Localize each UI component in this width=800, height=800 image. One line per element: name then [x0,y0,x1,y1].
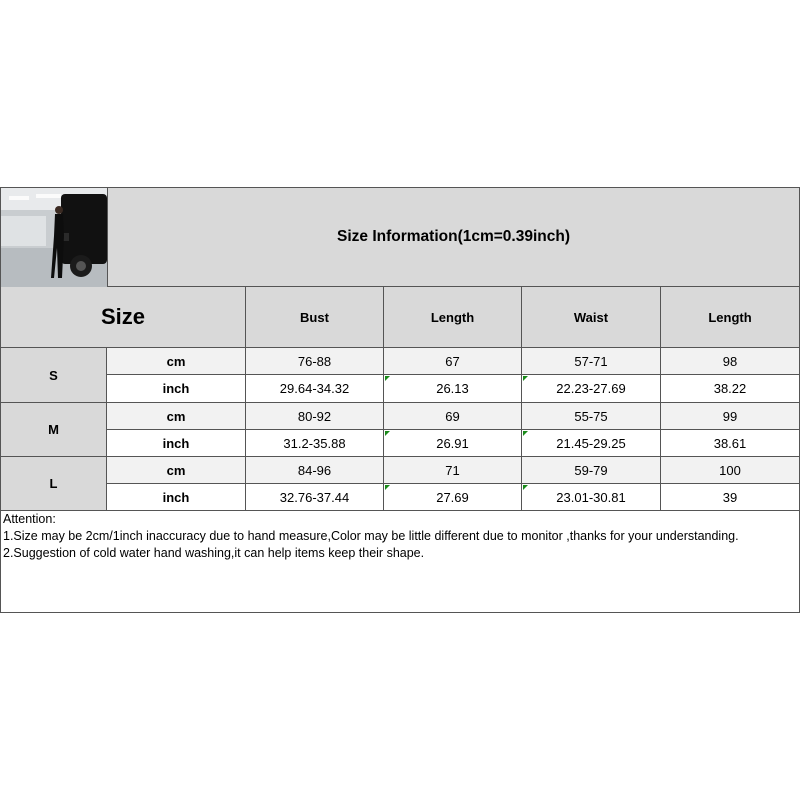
cell-value: 98 [722,353,738,369]
table-cell [522,348,661,375]
size-label-s [0,348,107,403]
cell-value: 29.64-34.32 [279,381,350,396]
table-cell [246,348,384,375]
cell-value: 26.13 [436,381,469,396]
attention-line-1: 1.Size may be 2cm/1inch inaccuracy due to hand measure,Color may be little different due to monitor ,thanks for your understanding. [3,529,739,543]
cell-value: 57-71 [574,353,608,369]
size-label-l [0,457,107,511]
table-cell [661,375,800,403]
table-cell [522,457,661,484]
cell-marker-icon [523,431,528,436]
table-cell [384,375,522,403]
cell-value: 55-75 [574,408,608,424]
table-cell [522,375,661,403]
column-header-label: Waist [573,309,609,325]
size-name: L [49,476,58,491]
table-cell [246,403,384,430]
size-header-cell [0,287,246,348]
product-photo [1,188,107,287]
cell-value: 69 [445,408,460,424]
cell-value: 38.22 [713,381,747,396]
cell-value: 21.45-29.25 [556,435,626,451]
cell-value: 76-88 [297,353,332,369]
cell-value: 67 [445,353,460,369]
table-cell [522,430,661,457]
table-cell [384,457,522,484]
column-header-length [384,287,522,348]
unit-label: cm [166,408,186,424]
cell-marker-icon [523,485,528,490]
unit-label: inch [162,435,190,451]
table-cell [661,348,800,375]
unit-cell-inch [107,484,246,511]
table-cell [384,430,522,457]
cell-value: 32.76-37.44 [279,489,350,505]
unit-label: inch [162,381,190,396]
unit-label: inch [162,489,190,505]
cell-marker-icon [385,431,390,436]
table-cell [661,457,800,484]
table-cell [384,348,522,375]
cell-value: 71 [445,462,460,478]
cell-value: 38.61 [713,435,747,451]
cell-value: 39 [722,489,738,505]
cell-value: 22.23-27.69 [556,381,626,396]
table-cell [384,403,522,430]
table-cell [246,430,384,457]
table-cell [661,430,800,457]
cell-value: 80-92 [297,408,332,424]
page-title: Size Information(1cm=0.39inch) [337,228,570,245]
table-cell [522,484,661,511]
unit-cell-inch [107,375,246,403]
table-cell [661,403,800,430]
cell-value: 99 [722,408,738,424]
header-title-cell [107,187,800,287]
column-header-waist [522,287,661,348]
unit-cell-cm [107,403,246,430]
cell-value: 27.69 [436,489,469,505]
column-header-length-2 [661,287,800,348]
size-header-label: Size [100,304,146,329]
cell-value: 100 [719,462,741,478]
column-header-label: Bust [300,309,329,325]
attention-heading: Attention: [3,512,56,526]
table-cell [522,403,661,430]
column-header-label: Length [430,309,475,325]
size-name: M [48,422,59,437]
table-cell [384,484,522,511]
unit-label: cm [166,462,186,478]
cell-marker-icon [385,485,390,490]
column-header-label: Length [708,309,752,325]
size-name: S [49,367,58,383]
table-cell [246,484,384,511]
table-cell [246,375,384,403]
cell-marker-icon [385,376,390,381]
cell-marker-icon [523,376,528,381]
table-cell [246,457,384,484]
size-label-m [0,403,107,457]
unit-cell-cm [107,457,246,484]
cell-value: 59-79 [574,462,608,478]
product-photo-art [1,188,107,287]
attention-line-2: 2.Suggestion of cold water hand washing,it can help items keep their shape. [3,546,425,560]
column-header-bust [246,287,384,348]
cell-value: 26.91 [436,435,469,451]
cell-value: 23.01-30.81 [556,489,626,505]
unit-cell-inch [107,430,246,457]
table-cell [661,484,800,511]
cell-value: 84-96 [297,462,332,478]
unit-label: cm [166,353,186,369]
unit-cell-cm [107,348,246,375]
cell-value: 31.2-35.88 [283,435,346,451]
